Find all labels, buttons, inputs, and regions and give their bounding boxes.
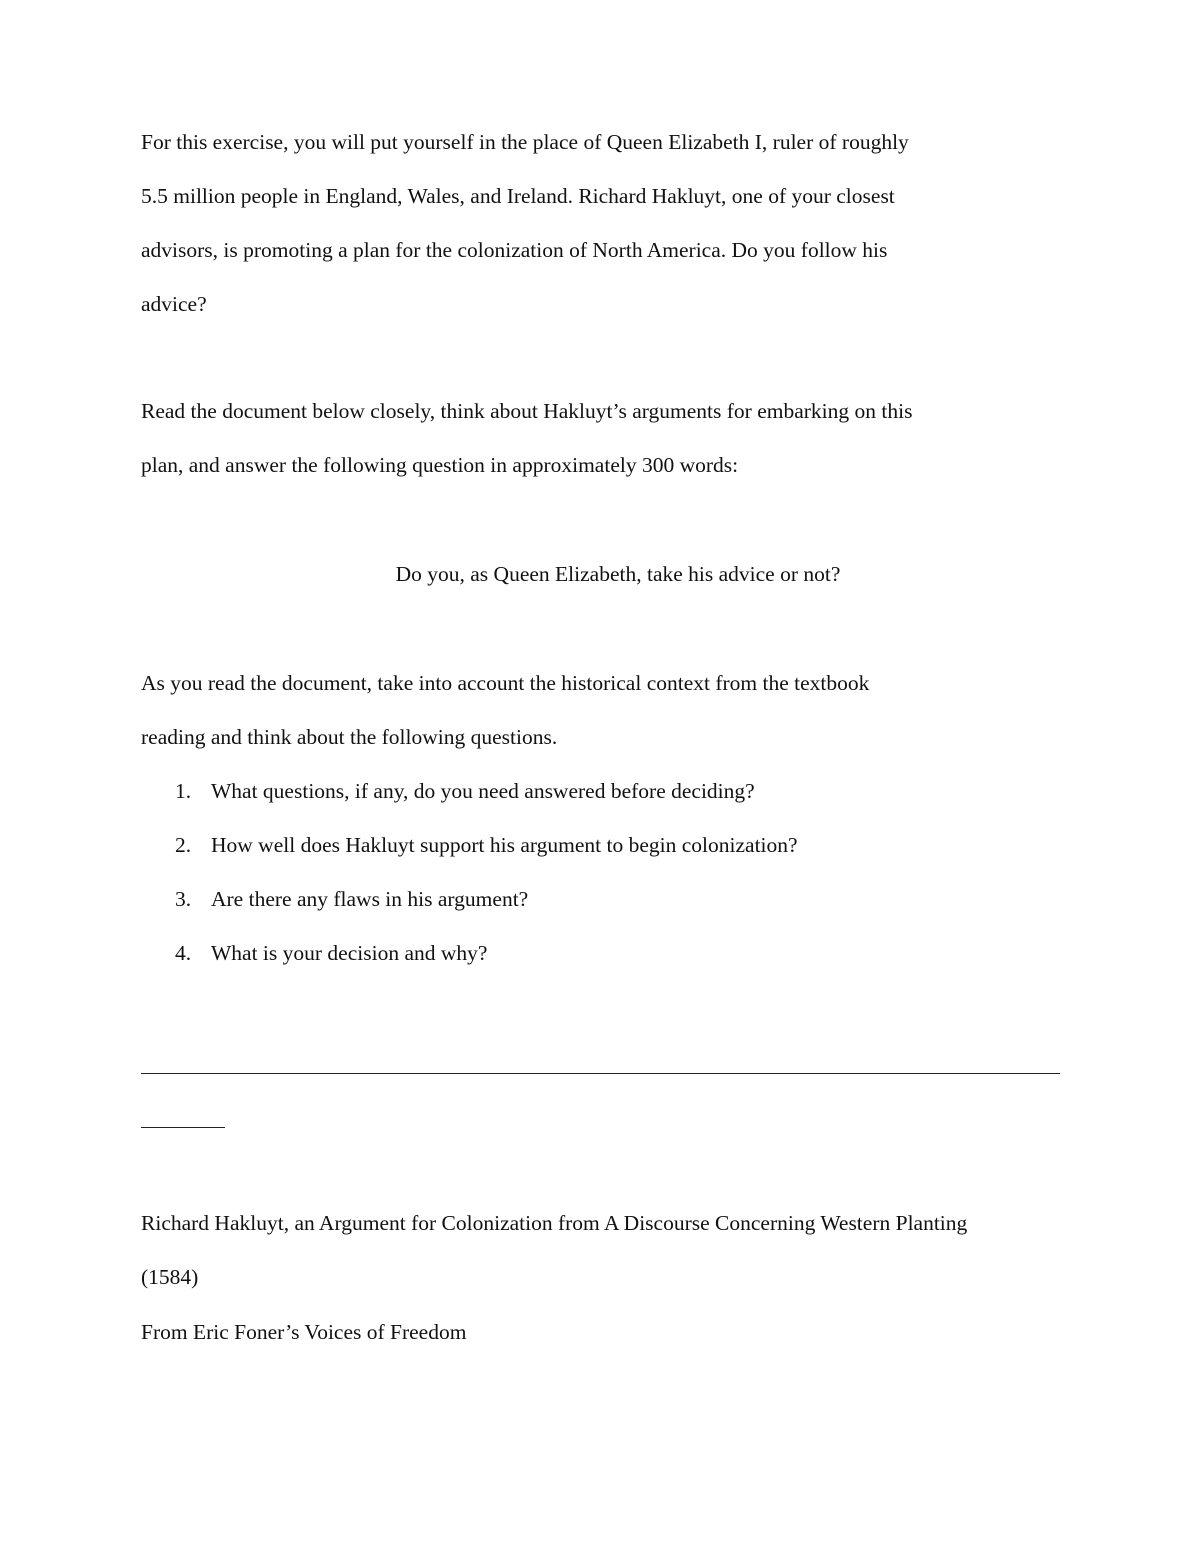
- intro-line: For this exercise, you will put yourself in the place of Queen Elizabeth I, ruler of roughly: [141, 130, 909, 154]
- question-text: What questions, if any, do you need answered before deciding?: [211, 779, 755, 803]
- instructions-paragraph: [141, 384, 1021, 492]
- horizontal-rule: [141, 1073, 1060, 1074]
- source-title-line: (1584): [141, 1265, 199, 1289]
- question-item: [141, 872, 1041, 926]
- source-attribution: From Eric Foner’s Voices of Freedom: [141, 1320, 467, 1344]
- instructions-line: Read the document below closely, think about Hakluyt’s arguments for embarking on this: [141, 399, 913, 423]
- question-list: [141, 764, 1041, 980]
- question-number: 2.: [175, 833, 192, 857]
- question-item: [141, 926, 1041, 980]
- question-text: Are there any flaws in his argument?: [211, 887, 529, 911]
- question-text: How well does Hakluyt support his argument to begin colonization?: [211, 833, 798, 857]
- question-item: [141, 764, 1041, 818]
- intro-paragraph: [141, 115, 1021, 331]
- question-number: 4.: [175, 941, 192, 965]
- instructions-line: plan, and answer the following question in approximately 300 words:: [141, 453, 739, 477]
- question-number: 1.: [175, 779, 192, 803]
- intro-line: advisors, is promoting a plan for the colonization of North America. Do you follow his: [141, 238, 888, 262]
- question-number: 3.: [175, 887, 192, 911]
- central-question: Do you, as Queen Elizabeth, take his advice or not?: [395, 562, 841, 586]
- source-title: [141, 1196, 1081, 1304]
- context-line: reading and think about the following questions.: [141, 725, 558, 749]
- intro-line: 5.5 million people in England, Wales, and Ireland. Richard Hakluyt, one of your closest: [141, 184, 895, 208]
- context-paragraph: [141, 656, 1021, 764]
- horizontal-rule-continuation: [141, 1127, 225, 1128]
- intro-line: advice?: [141, 292, 207, 316]
- question-item: [141, 818, 1041, 872]
- question-text: What is your decision and why?: [211, 941, 488, 965]
- source-title-line: Richard Hakluyt, an Argument for Colonization from A Discourse Concerning Western Planting: [141, 1211, 968, 1235]
- context-line: As you read the document, take into account the historical context from the textbook: [141, 671, 870, 695]
